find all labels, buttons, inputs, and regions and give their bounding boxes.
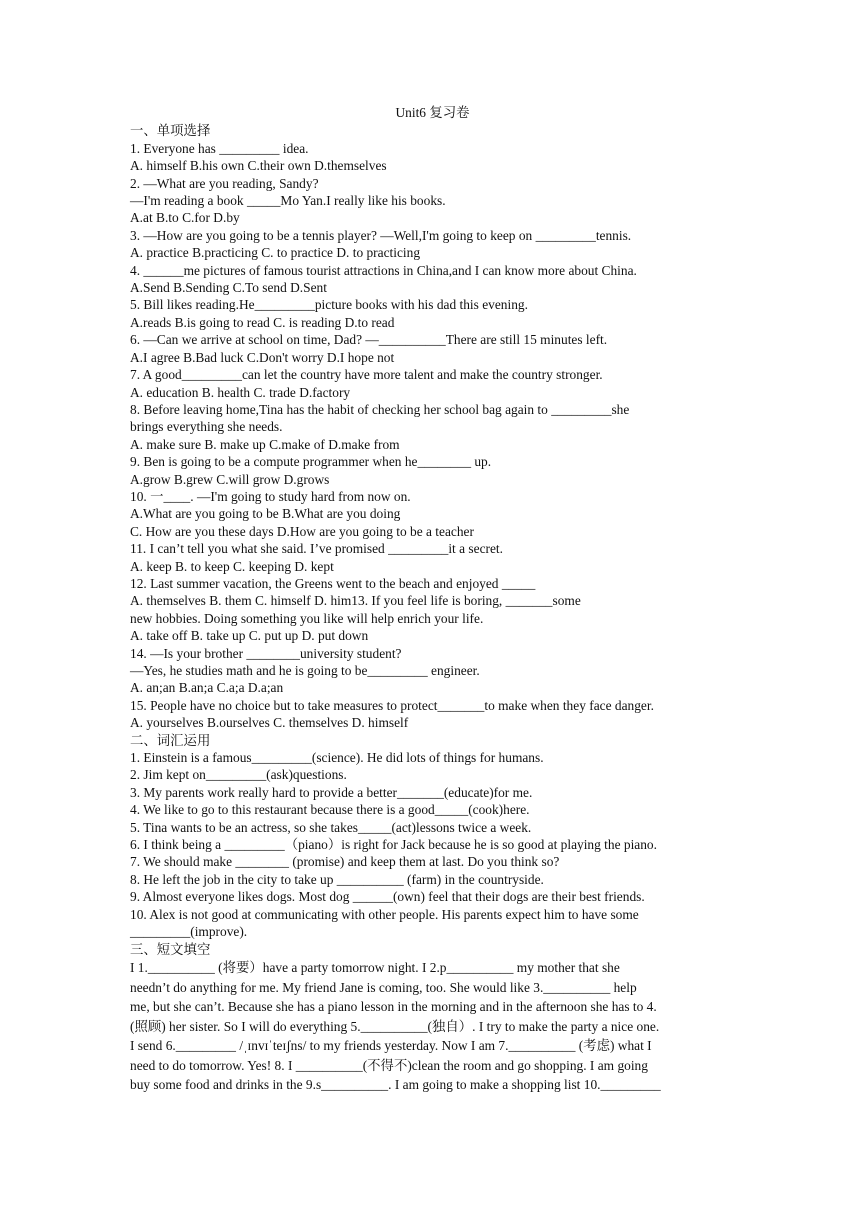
text-line: A.grow B.grew C.will grow D.grows [130,471,330,487]
text-line: —I'm reading a book _____Mo Yan.I really like his books. [130,193,446,209]
text-line: 10. Alex is not good at communicating with other people. His parents expect him to have some [130,906,639,922]
text-line: A.at B.to C.for D.by [130,210,240,226]
text-line: _________(improve). [130,924,248,940]
text-line: 8. He left the job in the city to take up __________ (farm) in the countryside. [130,871,544,887]
text-line: A. yourselves B.ourselves C. themselves D. himself [130,715,409,731]
text-line: 2. Jim kept on_________(ask)questions. [130,767,347,783]
text-line: 6. I think being a _________（piano）is right for Jack because he is so good at playing the piano. [130,837,657,853]
text-line: 3. —How are you going to be a tennis player? —Well,I'm going to keep on _________tennis. [130,227,632,243]
text-line: 7. A good_________can let the country have more talent and make the country stronger. [130,367,603,383]
text-line: A. keep B. to keep C. keeping D. kept [130,558,334,574]
section-heading: 一、单项选择 [130,123,211,139]
text-line: 15. People have no choice but to take measures to protect_______to make when they face danger. [130,697,654,713]
text-line: (照顾) her sister. So I will do everything 5.__________(独自）. I try to make the party a nice one. [130,1018,660,1034]
text-line: brings everything she needs. [130,419,283,435]
text-line: 5. Bill likes reading.He_________picture books with his dad this evening. [130,297,528,313]
text-line: 4. We like to go to this restaurant because there is a good_____(cook)here. [130,802,530,818]
text-line: A. themselves B. them C. himself D. him13. If you feel life is boring, _______some [130,593,581,609]
text-line: 10. 一____. —I'm going to study hard from now on. [130,488,411,504]
text-line: 3. My parents work really hard to provide a better_______(educate)for me. [130,784,533,800]
text-line: 12. Last summer vacation, the Greens went to the beach and enjoyed _____ [130,575,536,591]
text-line: A. education B. health C. trade D.factory [130,384,351,400]
text-line: 9. Almost everyone likes dogs. Most dog ______(own) feel that their dogs are their best friends. [130,889,645,905]
text-line: C. How are you these days D.How are you going to be a teacher [130,523,474,539]
section-heading: 二、词汇运用 [130,732,211,748]
text-line: 5. Tina wants to be an actress, so she takes_____(act)lessons twice a week. [130,819,532,835]
text-line: 11. I can’t tell you what she said. I’ve promised _________it a secret. [130,541,503,557]
text-line: A. practice B.practicing C. to practice D. to practicing [130,245,421,261]
text-line: A.I agree B.Bad luck C.Don't worry D.I hope not [130,349,395,365]
text-line: A. an;an B.an;a C.a;a D.a;an [130,680,284,696]
section-single-choice [130,122,735,731]
text-line: need to do tomorrow. Yes! 8. I __________(不得不)clean the room and go shopping. I am going [130,1057,648,1073]
text-line: buy some food and drinks in the 9.s__________. I am going to make a shopping list 10._________ [130,1077,661,1093]
section-vocabulary [130,732,735,941]
worksheet-page [130,104,735,1095]
text-line: —Yes, he studies math and he is going to be_________ engineer. [130,663,480,678]
text-line: 4. ______me pictures of famous tourist attractions in China,and I can know more about China. [130,262,637,278]
section-heading: 三、短文填空 [130,941,211,957]
text-line: needn’t do anything for me. My friend Jane is coming, too. She would like 3.__________ help [130,979,637,995]
text-line: A. take off B. take up C. put up D. put down [130,628,369,644]
text-line: A.What are you going to be B.What are you doing [130,506,401,522]
text-line: me, but she can’t. Because she has a piano lesson in the morning and in the afternoon she has to 4. [130,999,657,1015]
page-title: Unit6 复习卷 [395,105,470,120]
text-line: A. make sure B. make up C.make of D.make from [130,436,400,452]
text-line: 14. —Is your brother ________university student? [130,645,402,661]
text-line: I send 6._________ /ˌɪnvɪˈteɪʃns/ to my friends yesterday. Now I am 7.__________ (考虑) what I [130,1038,652,1054]
text-line: A.reads B.is going to read C. is reading D.to read [130,314,395,330]
text-line: A.Send B.Sending C.To send D.Sent [130,280,327,296]
text-line: I 1.__________ (将要）have a party tomorrow night. I 2.p__________ my mother that she [130,959,620,975]
text-line: 2. —What are you reading, Sandy? [130,175,319,191]
text-line: A. himself B.his own C.their own D.themselves [130,158,387,174]
text-line: 1. Everyone has _________ idea. [130,140,309,156]
section-passage-fill [130,941,735,1096]
text-line: 8. Before leaving home,Tina has the habit of checking her school bag again to _________she [130,401,630,417]
text-line: 9. Ben is going to be a compute programmer when he________ up. [130,454,492,470]
text-line: 1. Einstein is a famous_________(science). He did lots of things for humans. [130,750,544,766]
text-line: 6. —Can we arrive at school on time, Dad? —__________There are still 15 minutes left. [130,332,608,348]
text-line: 7. We should make ________ (promise) and keep them at last. Do you think so? [130,854,560,870]
text-line: new hobbies. Doing something you like will help enrich your life. [130,610,484,626]
